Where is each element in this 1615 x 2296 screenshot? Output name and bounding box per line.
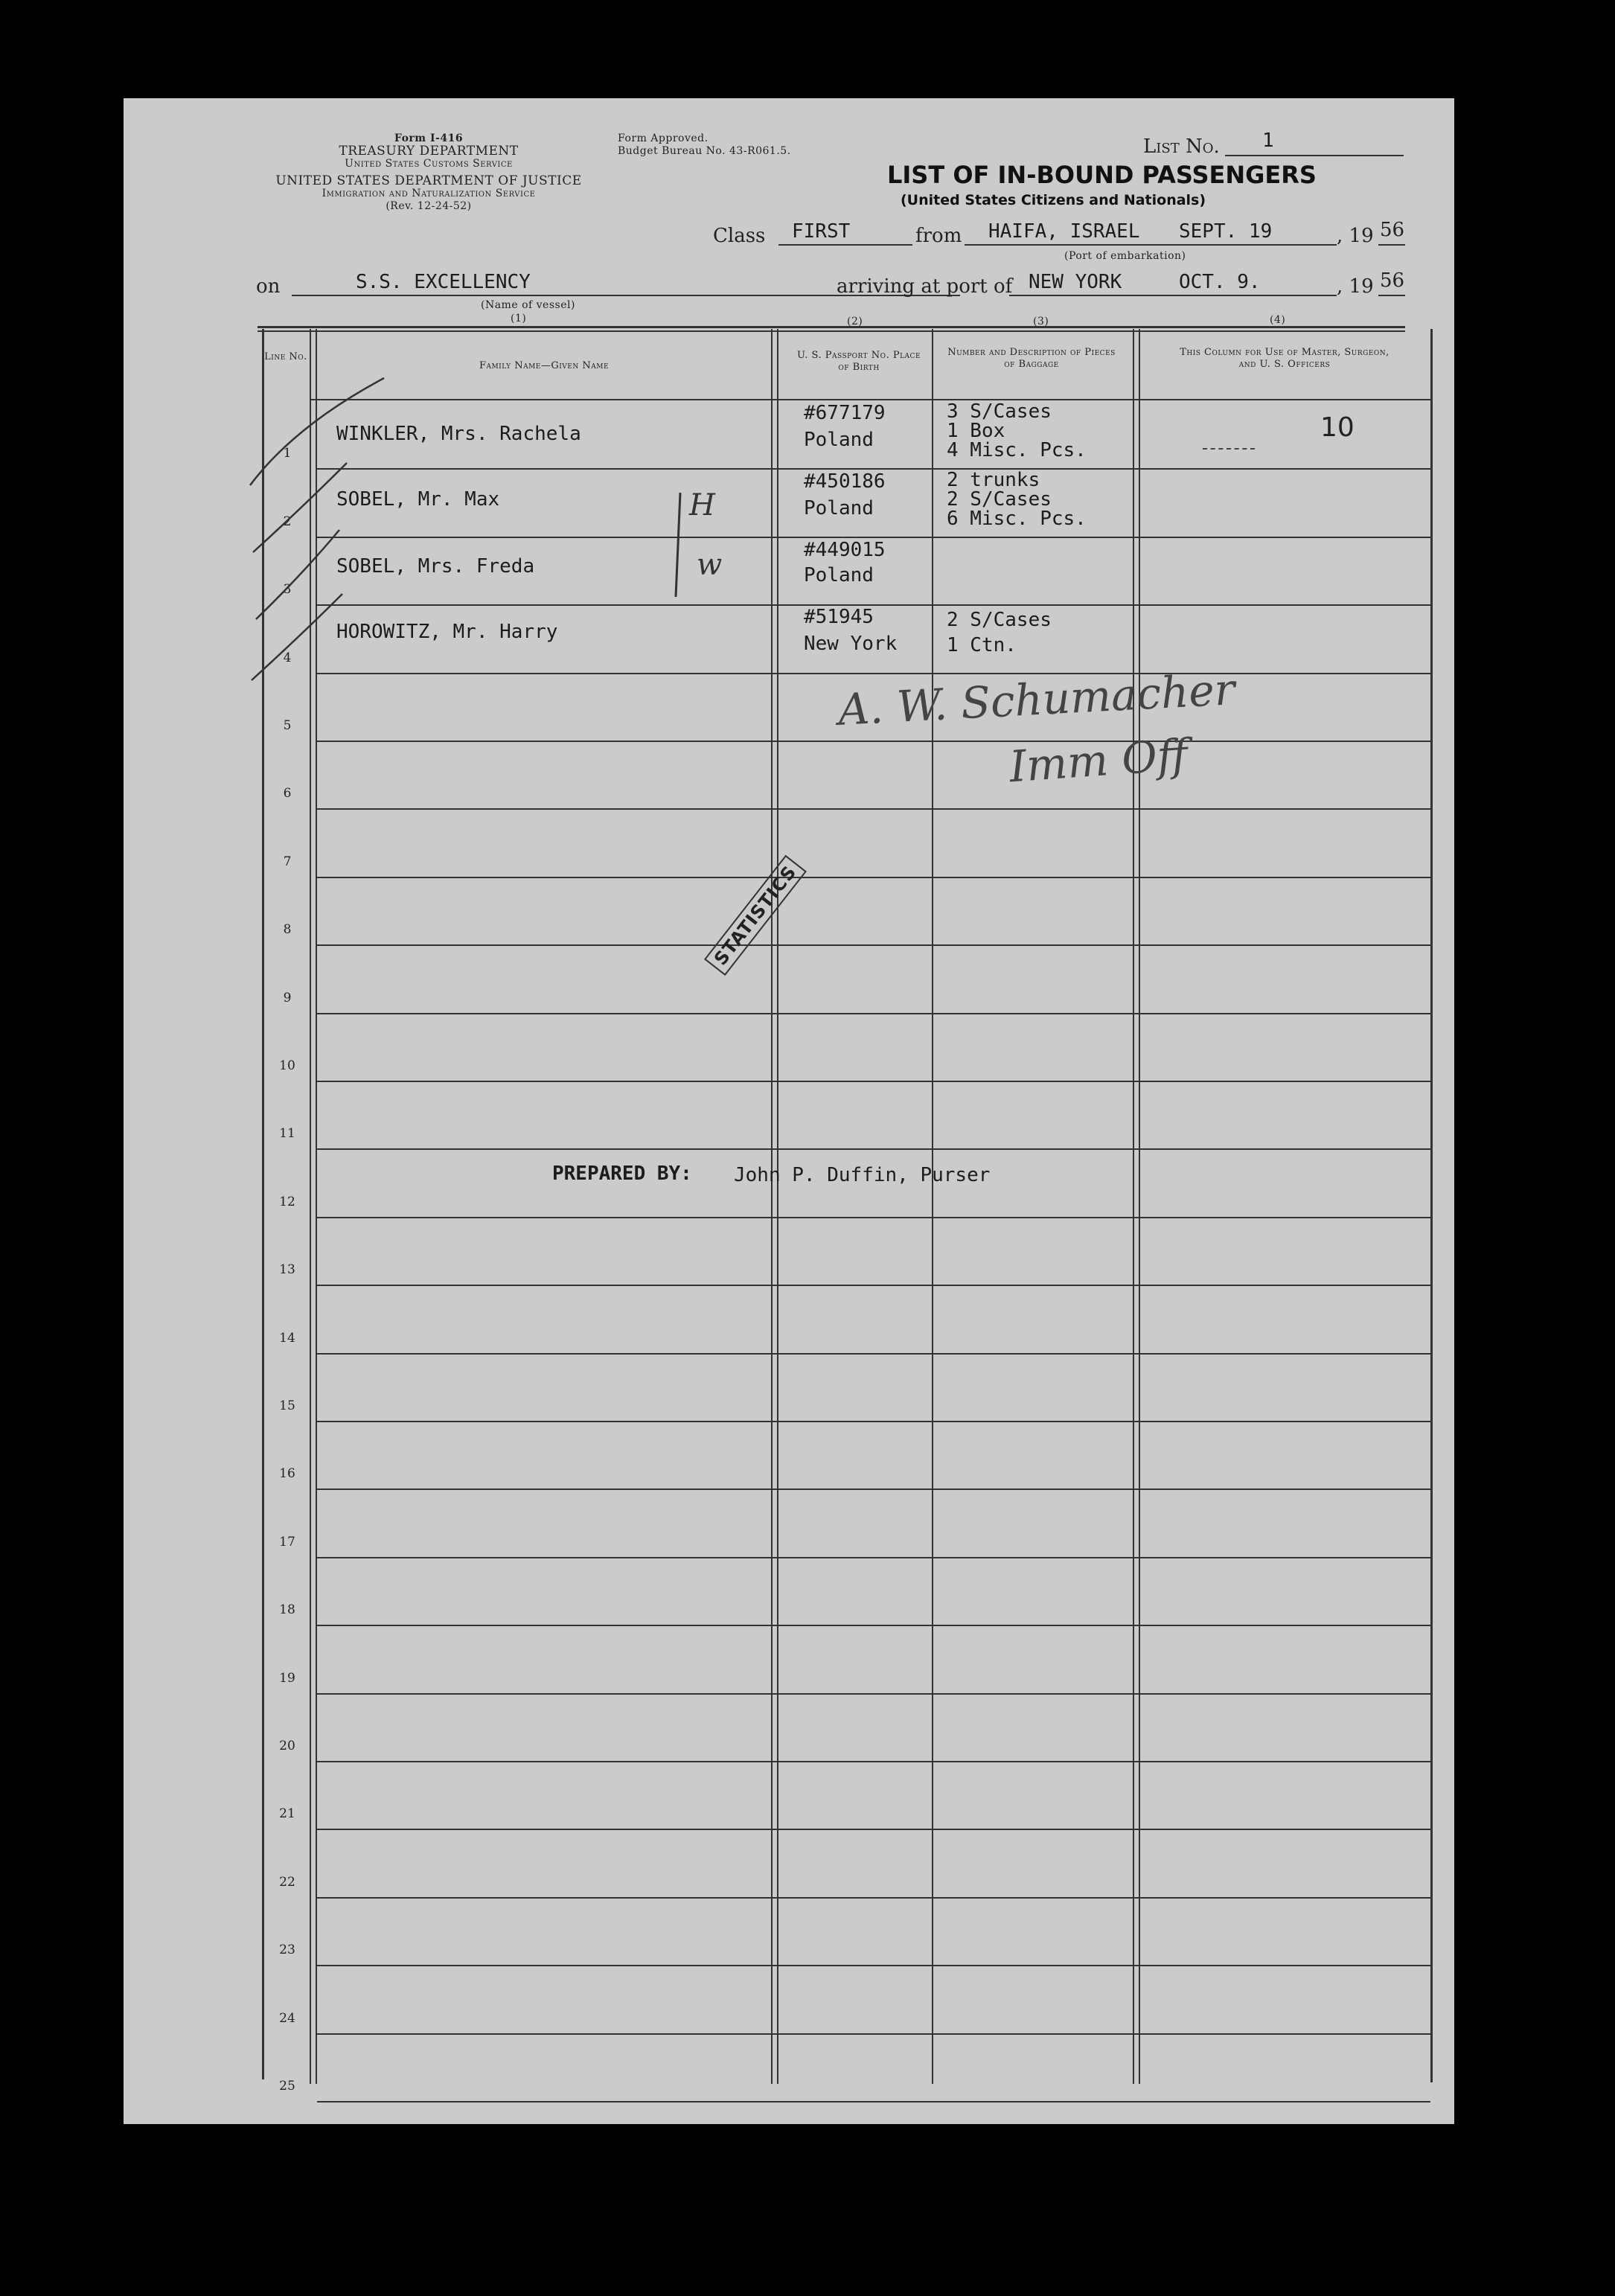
list-no-value: 1 <box>1262 129 1274 152</box>
row-line <box>317 673 1430 674</box>
row-line <box>317 1897 1430 1899</box>
check-marks <box>235 374 414 686</box>
row-line <box>317 1625 1430 1626</box>
passenger-name: SOBEL, Mrs. Freda <box>336 555 535 578</box>
col-number-2: (2) <box>847 316 863 327</box>
line-number: 3 <box>283 582 292 597</box>
place-of-birth: Poland <box>804 497 874 519</box>
row-line <box>317 808 1430 810</box>
row-line <box>317 1761 1430 1762</box>
line-number: 22 <box>279 1875 295 1890</box>
treasury-dept: TREASURY DEPARTMENT <box>339 144 519 159</box>
row-line <box>317 1013 1430 1014</box>
statistics-stamp: STATISTICS <box>704 855 807 976</box>
officer-note: 10 <box>1320 412 1355 443</box>
line-number: 7 <box>283 854 292 869</box>
line-number: 19 <box>279 1671 295 1686</box>
line-number: 4 <box>283 650 292 665</box>
revision: (Rev. 12-24-52) <box>386 200 472 212</box>
arrival-year-prefix: , 19 <box>1337 275 1374 298</box>
from-year: 56 <box>1380 219 1405 241</box>
line-number: 18 <box>279 1602 295 1617</box>
header-name: Family Name—Given Name <box>479 360 610 371</box>
table-right-border <box>1430 329 1433 2082</box>
baggage-line: 2 S/Cases <box>947 488 1052 511</box>
passenger-name: SOBEL, Mr. Max <box>336 488 500 511</box>
passport-no: #51945 <box>804 606 874 628</box>
line-number: 8 <box>283 922 292 937</box>
place-of-birth: Poland <box>804 429 874 451</box>
header-officers: This Column for Use of Master, Surgeon, and U. S. Officers <box>1180 347 1389 370</box>
line-number: 17 <box>279 1535 295 1550</box>
line-number: 1 <box>283 446 292 461</box>
passport-no: #450186 <box>804 470 886 493</box>
line-number: 12 <box>279 1195 295 1209</box>
arrival-year: 56 <box>1380 269 1405 292</box>
row-line <box>317 537 1430 538</box>
line-number: 14 <box>279 1331 295 1346</box>
header-baggage: Number and Description of Pieces of Baggage <box>947 347 1116 370</box>
passport-no: #449015 <box>804 539 886 561</box>
col-divider-2b <box>777 329 778 2084</box>
justice-dept: UNITED STATES DEPARTMENT OF JUSTICE <box>275 173 582 188</box>
row-line <box>317 604 1430 606</box>
col-divider-4b <box>1139 329 1140 2084</box>
budget-bureau: Budget Bureau No. 43-R061.5. <box>618 145 791 157</box>
form-subtitle: (United States Citizens and Nationals) <box>901 192 1206 208</box>
col-number-4: (4) <box>1270 314 1286 326</box>
line-number: 23 <box>279 1942 295 1957</box>
line-number: 10 <box>279 1058 295 1073</box>
document-page <box>124 98 1454 2124</box>
form-number: Form I-416 <box>394 132 464 144</box>
header-passport: U. S. Passport No. Place of Birth <box>796 350 921 373</box>
arrival-port: NEW YORK <box>1029 271 1122 293</box>
row-line <box>317 741 1430 742</box>
prepared-by-label: PREPARED BY: <box>552 1163 692 1185</box>
baggage-line: 2 S/Cases <box>947 609 1052 631</box>
line-number: 20 <box>279 1739 295 1753</box>
passenger-name: WINKLER, Mrs. Rachela <box>336 423 581 445</box>
line-number: 24 <box>279 2011 295 2026</box>
vessel-caption: (Name of vessel) <box>481 299 575 311</box>
port-caption: (Port of embarkation) <box>1064 250 1186 262</box>
baggage-line: 6 Misc. Pcs. <box>947 508 1087 530</box>
row-line <box>317 1965 1430 1966</box>
form-title: LIST OF IN-BOUND PASSENGERS <box>887 161 1317 189</box>
col-divider-3 <box>932 329 933 2084</box>
list-no-label: List No. <box>1143 135 1220 158</box>
passenger-name: HOROWITZ, Mr. Harry <box>336 621 558 643</box>
line-number: 6 <box>283 786 292 801</box>
baggage-line: 1 Box <box>947 420 1005 442</box>
col-divider-2 <box>771 329 773 2084</box>
arrival-date: OCT. 9. <box>1179 271 1261 293</box>
prepared-by-value: John P. Duffin, Purser <box>734 1164 991 1186</box>
class-value: FIRST <box>792 220 851 243</box>
row-line <box>317 468 1430 470</box>
line-number: 11 <box>279 1126 295 1141</box>
arriving-label: arriving at port of <box>837 275 1013 298</box>
embarkation-date: SEPT. 19 <box>1179 220 1273 243</box>
line-number: 16 <box>279 1466 295 1481</box>
passport-no: #677179 <box>804 402 886 424</box>
header-line-no: Line No. <box>264 351 307 362</box>
col-number-3: (3) <box>1033 316 1049 327</box>
officer-title-handwritten: Imm Off <box>1007 729 1190 793</box>
line-number: 2 <box>283 514 292 529</box>
row-line <box>317 1285 1430 1286</box>
row-line <box>317 1421 1430 1422</box>
line-number: 15 <box>279 1398 295 1413</box>
line-number: 25 <box>279 2079 295 2094</box>
header-bottom-line <box>310 399 1430 400</box>
row-line <box>317 1081 1430 1082</box>
row-line <box>317 2101 1430 2102</box>
port-of-embarkation: HAIFA, ISRAEL <box>988 220 1140 243</box>
from-label: from <box>915 225 962 247</box>
table-top-border-2 <box>258 330 1405 332</box>
ins-service: Immigration and Naturalization Service <box>322 188 536 199</box>
baggage-line: 2 trunks <box>947 469 1040 491</box>
handwritten-w: w <box>697 548 723 582</box>
customs-service: United States Customs Service <box>345 158 513 170</box>
officer-dash-mark <box>1203 448 1255 450</box>
from-year-prefix: , 19 <box>1337 225 1374 247</box>
form-approved: Form Approved. <box>618 132 709 144</box>
row-line <box>317 1488 1430 1490</box>
class-label: Class <box>713 225 766 247</box>
row-line <box>317 1829 1430 1830</box>
col-divider-4 <box>1133 329 1134 2084</box>
table-top-border <box>258 326 1405 328</box>
line-number: 9 <box>283 991 292 1005</box>
baggage-line: 1 Ctn. <box>947 634 1017 656</box>
row-line <box>317 1693 1430 1695</box>
handwritten-h: H <box>689 488 715 522</box>
vessel-name: S.S. EXCELLENCY <box>356 271 531 293</box>
officer-signature: A. W. Schumacher <box>837 664 1236 735</box>
line-number: 21 <box>279 1806 295 1821</box>
row-line <box>317 1217 1430 1218</box>
baggage-line: 3 S/Cases <box>947 400 1052 423</box>
row-line <box>317 1557 1430 1558</box>
row-line <box>317 2033 1430 2035</box>
col-number-1: (1) <box>511 313 527 324</box>
row-line <box>317 877 1430 878</box>
row-line <box>317 1353 1430 1355</box>
baggage-line: 4 Misc. Pcs. <box>947 439 1087 461</box>
line-number: 5 <box>283 718 292 733</box>
row-line <box>317 944 1430 946</box>
place-of-birth: Poland <box>804 564 874 586</box>
line-number: 13 <box>279 1262 295 1277</box>
place-of-birth: New York <box>804 633 898 655</box>
on-label: on <box>256 275 281 298</box>
row-line <box>317 1148 1430 1150</box>
passenger-table <box>124 98 1454 2124</box>
